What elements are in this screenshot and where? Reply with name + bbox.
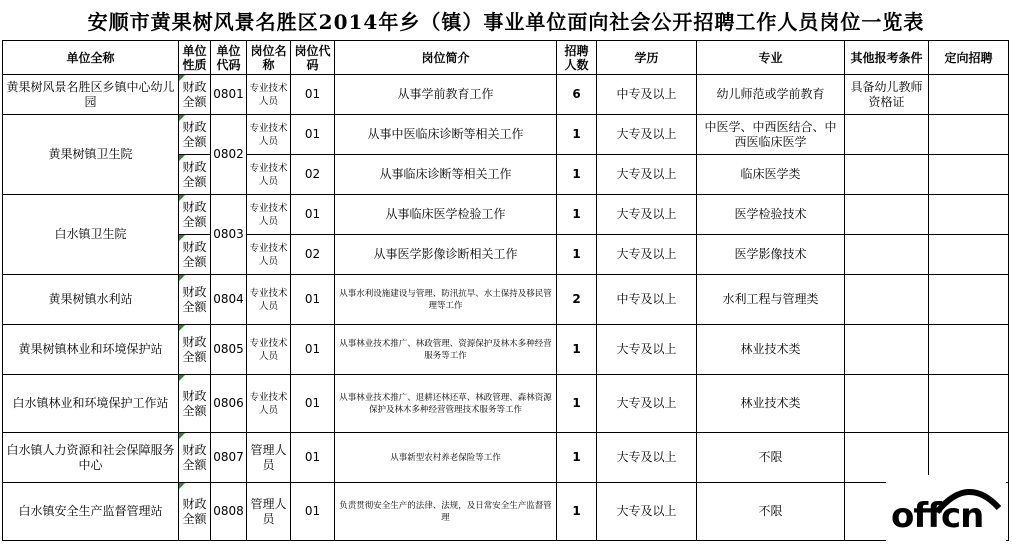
cell-edu: 大专及以上 [597,325,697,375]
cell-edu: 大专及以上 [597,483,697,541]
cell-post-code: 01 [291,483,335,541]
cell-other [845,375,929,433]
cell-post-name: 专业技术人员 [247,275,291,325]
cell-post-code: 01 [291,433,335,483]
cell-edu: 大专及以上 [597,195,697,235]
cell-nature: 财政全额 [179,75,211,115]
cell-count: 1 [557,195,597,235]
table-row [3,325,1009,375]
cell-other: 具备幼儿教师资格证 [845,75,929,115]
cell-nature: 财政全额 [179,483,211,541]
cell-directed [929,195,1009,235]
cell-count: 1 [557,155,597,195]
cell-unit-code: 0804 [211,275,247,325]
cell-unit: 黄果树风景名胜区乡镇中心幼儿园 [3,75,179,115]
cell-major: 不限 [697,483,845,541]
table-row [3,375,1009,433]
cell-unit: 白水镇安全生产监督管理站 [3,483,179,541]
cell-count: 1 [557,433,597,483]
cell-post-code: 01 [291,195,335,235]
cell-major: 中医学、中西医结合、中西医临床医学 [697,115,845,155]
cell-unit-code: 0806 [211,375,247,433]
positions-table [2,40,1009,541]
header-post-code: 岗位代码 [291,41,335,75]
cell-intro: 从事新型农村养老保险等工作 [335,433,557,483]
cell-post-name: 管理人员 [247,433,291,483]
cell-unit-code: 0803 [211,195,247,275]
cell-count: 6 [557,75,597,115]
cell-directed [929,275,1009,325]
cell-post-code: 01 [291,325,335,375]
cell-nature: 财政全额 [179,235,211,275]
table-row [3,433,1009,483]
cell-other [845,275,929,325]
table-row [3,483,1009,541]
cell-major: 幼儿师范或学前教育 [697,75,845,115]
table-header-row [3,41,1009,75]
header-directed: 定向招聘 [929,41,1009,75]
cell-intro: 从事医学影像诊断相关工作 [335,235,557,275]
table-row [3,195,1009,235]
cell-nature: 财政全额 [179,433,211,483]
cell-nature: 财政全额 [179,275,211,325]
cell-directed [929,155,1009,195]
cell-post-code: 02 [291,235,335,275]
cell-post-code: 02 [291,155,335,195]
table-row [3,275,1009,325]
cell-intro: 从事临床诊断等相关工作 [335,155,557,195]
cell-directed [929,325,1009,375]
cell-major: 医学检验技术 [697,195,845,235]
cell-count: 2 [557,275,597,325]
cell-unit-code: 0801 [211,75,247,115]
cell-intro: 从事水利设施建设与管理、防汛抗旱、水土保持及移民管理等工作 [335,275,557,325]
cell-directed [929,115,1009,155]
cell-unit-code: 0807 [211,433,247,483]
cell-major: 临床医学类 [697,155,845,195]
cell-intro: 从事临床医学检验工作 [335,195,557,235]
cell-intro: 从事中医临床诊断等相关工作 [335,115,557,155]
cell-unit: 白水镇卫生院 [3,195,179,275]
cell-unit-code: 0802 [211,115,247,195]
cell-major: 医学影像技术 [697,235,845,275]
cell-other [845,325,929,375]
cell-count: 1 [557,483,597,541]
cell-unit: 白水镇林业和环境保护工作站 [3,375,179,433]
cell-unit: 黄果树镇水利站 [3,275,179,325]
cell-post-name: 管理人员 [247,483,291,541]
cell-other [845,115,929,155]
cell-post-code: 01 [291,375,335,433]
cell-post-name: 专业技术人员 [247,325,291,375]
cell-other [845,195,929,235]
cell-nature: 财政全额 [179,115,211,155]
cell-count: 1 [557,235,597,275]
cell-major: 林业技术类 [697,325,845,375]
header-major: 专业 [697,41,845,75]
header-intro: 岗位简介 [335,41,557,75]
header-nature: 单位性质 [179,41,211,75]
cell-unit: 黄果树镇林业和环境保护站 [3,325,179,375]
cell-edu: 大专及以上 [597,115,697,155]
cell-post-name: 专业技术人员 [247,375,291,433]
cell-edu: 大专及以上 [597,433,697,483]
header-unit-code: 单位代码 [211,41,247,75]
cell-nature: 财政全额 [179,195,211,235]
cell-other [845,155,929,195]
cell-major: 林业技术类 [697,375,845,433]
cell-count: 1 [557,115,597,155]
cell-unit-code: 0808 [211,483,247,541]
header-post-name: 岗位名称 [247,41,291,75]
page-title: 安顺市黄果树风景名胜区2014年乡（镇）事业单位面向社会公开招聘工作人员岗位一览表 [87,9,925,34]
cell-directed [929,235,1009,275]
cell-intro: 从事林业技术推广、退耕还林还草、林政管理、森林资源保护及林木多种经营管理技术服务等工作 [335,375,557,433]
cell-directed [929,375,1009,433]
cell-nature: 财政全额 [179,325,211,375]
watermark-text: offcn [891,496,984,536]
cell-post-code: 01 [291,275,335,325]
header-other: 其他报考条件 [845,41,929,75]
header-count: 招聘人数 [557,41,597,75]
cell-count: 1 [557,375,597,433]
cell-intro: 负责贯彻安全生产的法律、法规，及日常安全生产监督管理 [335,483,557,541]
offcn-watermark [886,475,1006,545]
cell-intro: 从事林业技术推广、林政管理、资源保护及林木多种经营服务等工作 [335,325,557,375]
cell-unit: 白水镇人力资源和社会保障服务中心 [3,433,179,483]
cell-post-name: 专业技术人员 [247,195,291,235]
cell-unit-code: 0805 [211,325,247,375]
header-unit: 单位全称 [3,41,179,75]
table-row [3,115,1009,155]
cell-unit: 黄果树镇卫生院 [3,115,179,195]
cell-edu: 大专及以上 [597,375,697,433]
cell-other [845,235,929,275]
cell-post-code: 01 [291,115,335,155]
cell-edu: 中专及以上 [597,275,697,325]
cell-post-name: 专业技术人员 [247,235,291,275]
cell-edu: 大专及以上 [597,235,697,275]
cell-post-name: 专业技术人员 [247,75,291,115]
cell-post-name: 专业技术人员 [247,155,291,195]
cell-edu: 中专及以上 [597,75,697,115]
cell-post-name: 专业技术人员 [247,115,291,155]
cell-major: 水利工程与管理类 [697,275,845,325]
cell-edu: 大专及以上 [597,155,697,195]
cell-count: 1 [557,325,597,375]
cell-nature: 财政全额 [179,375,211,433]
cell-nature: 财政全额 [179,155,211,195]
cell-major: 不限 [697,433,845,483]
table-row [3,75,1009,115]
cell-intro: 从事学前教育工作 [335,75,557,115]
header-edu: 学历 [597,41,697,75]
cell-directed [929,75,1009,115]
cell-post-code: 01 [291,75,335,115]
